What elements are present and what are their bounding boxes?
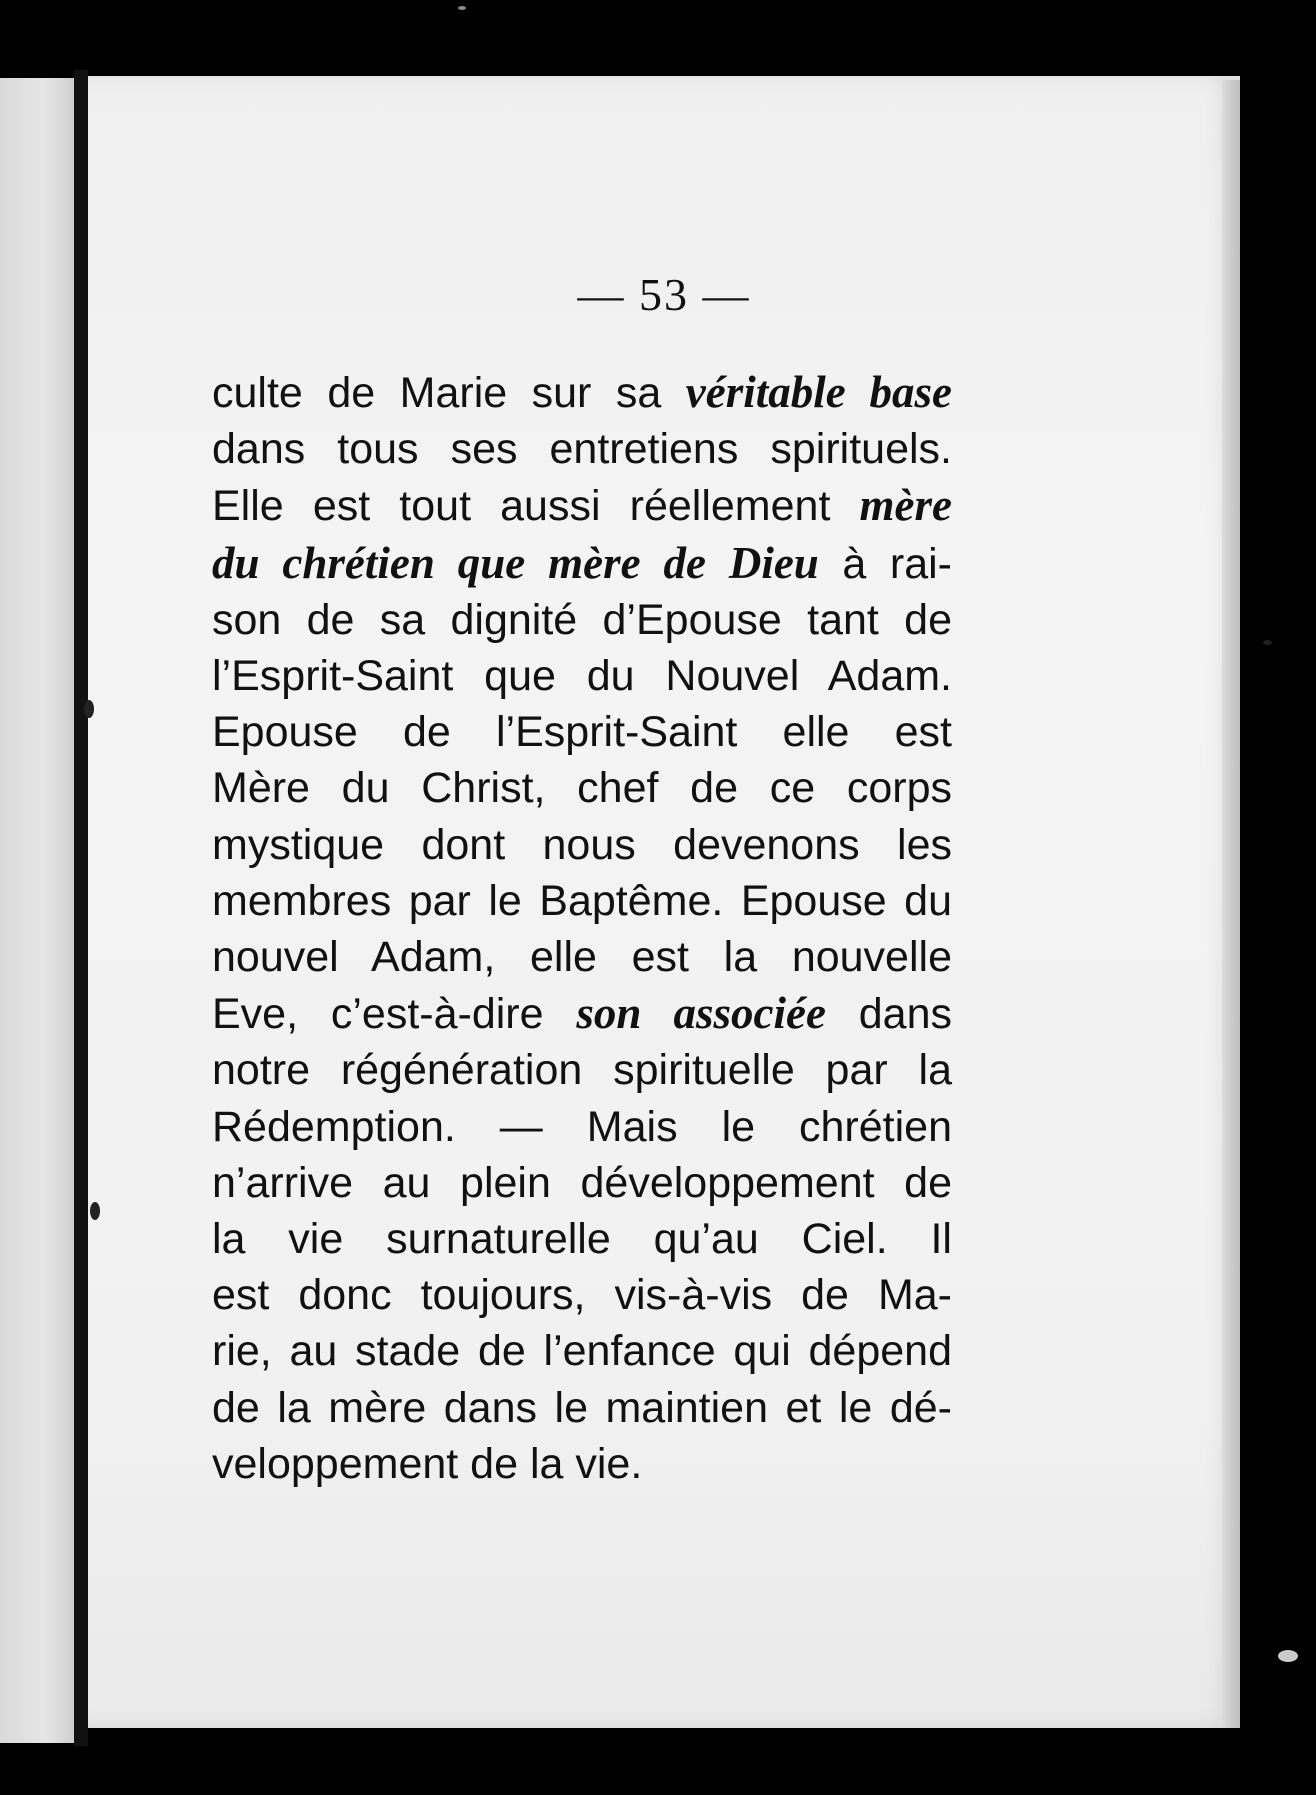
scan-speck xyxy=(84,700,94,718)
text-line: du chrétien que mère de Dieu à rai- xyxy=(212,537,952,588)
text-line: Mère du Christ, chef de ce corps xyxy=(212,764,952,813)
scan-speck xyxy=(1278,1650,1298,1662)
emphasis: mère xyxy=(859,480,952,531)
text-line: notre régénération spirituelle par la xyxy=(212,1046,952,1095)
scan-speck xyxy=(458,6,466,10)
text-line: Rédemption. — Mais le chrétien xyxy=(212,1102,952,1151)
text-line: mystique dont nous devenons les xyxy=(212,820,952,869)
text-line: est donc toujours, vis-à-vis de Ma- xyxy=(212,1271,952,1320)
scan-speck xyxy=(1263,640,1272,645)
text-line: n’arrive au plein développement de xyxy=(212,1158,952,1207)
page-edge-shadow xyxy=(1222,80,1240,1728)
scan-speck xyxy=(90,1202,100,1220)
text-line: l’Esprit-Saint que du Nouvel Adam. xyxy=(212,652,952,701)
text-line: Eve, c’est-à-dire son associée dans xyxy=(212,988,952,1039)
text-line: son de sa dignité d’Epouse tant de xyxy=(212,595,952,644)
text-line: Epouse de l’Esprit-Saint elle est xyxy=(212,708,952,757)
text-line: la vie surnaturelle qu’au Ciel. Il xyxy=(212,1215,952,1264)
text-line: dans tous ses entretiens spirituels. xyxy=(212,425,952,474)
text-line: culte de Marie sur sa véritable base xyxy=(212,367,952,417)
text-line: rie, au stade de l’enfance qui dépend xyxy=(212,1327,952,1376)
body-text xyxy=(212,364,952,1492)
text-line: de la mère dans le maintien et le dé- xyxy=(212,1383,952,1432)
emphasis: du chrétien que mère de Dieu xyxy=(212,537,819,588)
text-line: membres par le Baptême. Epouse du xyxy=(212,876,952,925)
book-gutter xyxy=(74,70,88,1746)
book-page xyxy=(88,76,1240,1728)
text-line: nouvel Adam, elle est la nouvelle xyxy=(212,933,952,982)
text-line: veloppement de la vie. xyxy=(212,1439,643,1488)
text-line: Elle est tout aussi réellement mère xyxy=(212,480,952,531)
emphasis: véritable base xyxy=(685,367,952,417)
emphasis: son associée xyxy=(576,988,826,1039)
facing-page-edge xyxy=(0,78,74,1743)
page-number: — 53 — xyxy=(577,269,751,320)
